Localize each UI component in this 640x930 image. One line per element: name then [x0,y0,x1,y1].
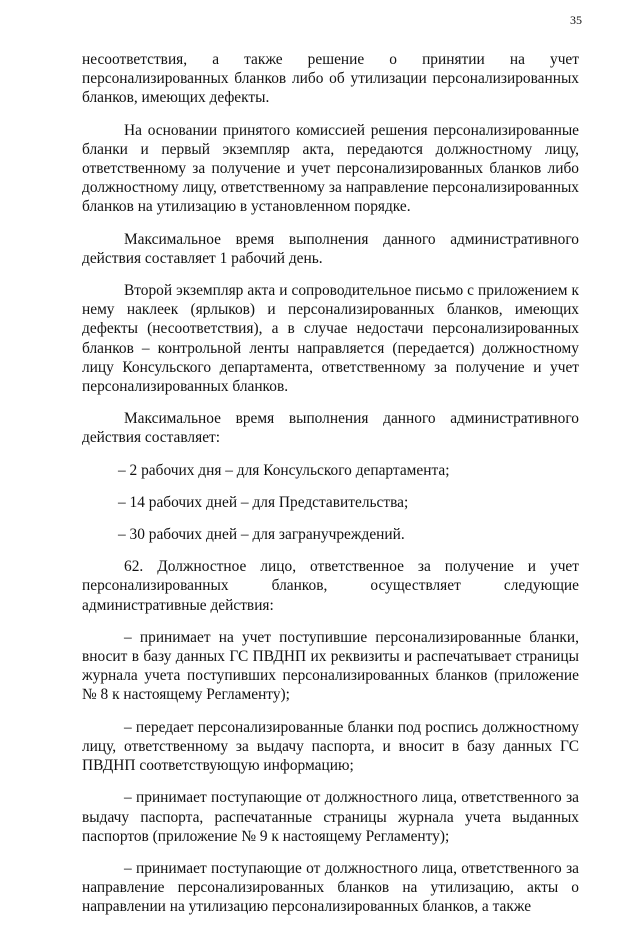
paragraph-max-time-2: Максимальное время выполнения данного административного действия составляет: [82,410,579,447]
paragraph-continuation: несоответствия, а также решение о принятии на учет персонализированных бланков либо об утилизации персонализированных бланков, имеющих дефекты. [82,51,579,107]
paragraph-max-time-1: Максимальное время выполнения данного административного действия составляет 1 рабочий день. [82,230,579,267]
paragraph-section-62: 62. Должностное лицо, ответственное за получение и учет персонализированных бланков, осуществляет следующие административные действия: [82,558,579,614]
list-item-accept-disposal-acts: – принимает поступающие от должностного лица, ответственного за направление персонализированных бланков на утилизацию, акты о направлении на утилизацию персонализированных бланков, а также [82,859,579,916]
paragraph-second-copy: Второй экземпляр акта и сопроводительное письмо с приложением к нему наклеек (ярлыков) и персонализированных бланков, имеющих дефекты (несоответствия), а в случае недостачи персонализированных бланков – контрольной ленты направляется (передается) должностному лицу Консульского департамента, ответственному за получение и учет персонализированных бланков. [82,282,579,396]
list-item-consular-department: – 2 рабочих дня – для Консульского департамента; [118,461,450,479]
list-item-accept-journal-pages: – принимает поступающие от должностного лица, ответственного за выдачу паспорта, распечатанные страницы журнала учета выданных паспортов (приложение № 9 к настоящему Регламенту); [82,789,579,845]
list-item-foreign-missions: – 30 рабочих дней – для загранучреждений. [118,526,405,544]
list-item-representation: – 14 рабочих дней – для Представительства; [118,493,409,511]
paragraph-commission-decision: На основании принятого комиссией решения персонализированные бланки и первый экземпляр акта, передаются должностному лицу, ответственному за получение и учет персонализированных бланков либо должностному лицу, ответственному за направление персонализированных бланков на утилизацию в установленном порядке. [82,121,579,216]
list-item-transfer-blanks: – передает персонализированные бланки под роспись должностному лицу, ответственному за выдачу паспорта, и вносит в базу данных ГС ПВДНП соответствующую информацию; [82,718,579,775]
page-number: 35 [570,13,582,27]
document-body [82,50,579,930]
list-item-accept-registration: – принимает на учет поступившие персонализированные бланки, вносит в базу данных ГС ПВДНП их реквизиты и распечатывает страницы журнала учета поступивших персонализированных бланков (приложение № 8 к настоящему Регламенту); [82,628,579,704]
